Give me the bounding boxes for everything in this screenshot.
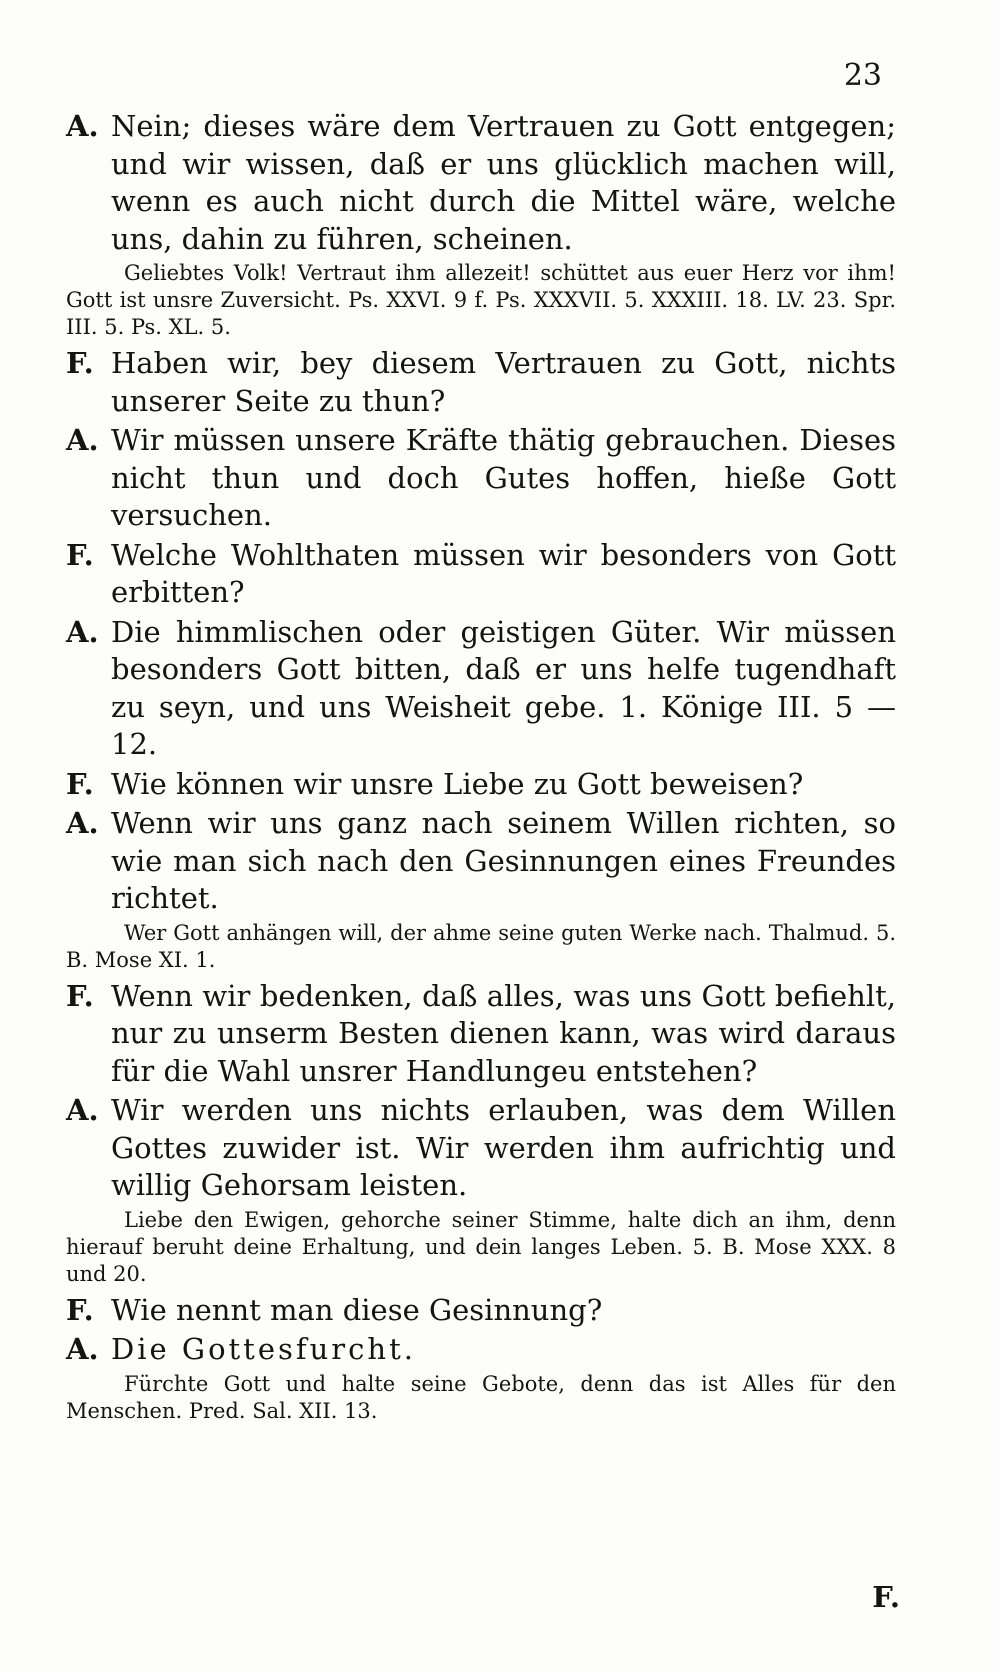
question-block xyxy=(66,537,896,612)
answer-label: A. xyxy=(66,614,99,649)
answer-text: Nein; dieses wäre dem Vertrauen zu Gott entgegen; und wir wissen, daß er uns glücklich machen will, wenn es auch nicht durch die Mittel wäre, welche uns, dahin zu führen, scheinen. xyxy=(111,109,896,256)
question-label: F. xyxy=(66,766,94,801)
question-text: Wie nennt man diese Gesinnung? xyxy=(111,1292,603,1327)
question-text: Wie können wir unsre Liebe zu Gott beweisen? xyxy=(111,766,804,801)
question-block xyxy=(66,1292,896,1330)
answer-text: Wir müssen unsere Kräfte thätig gebrauchen. Dieses nicht thun und doch Gutes hoffen, hieße Gott versuchen. xyxy=(111,423,896,532)
answer-label: A. xyxy=(66,423,99,457)
answer-block xyxy=(66,1092,896,1205)
question-block xyxy=(66,978,896,1091)
answer-block xyxy=(66,614,896,764)
answer-text: Die Gottesfurcht. xyxy=(111,1332,416,1366)
question-text: Welche Wohlthaten müssen wir besonders von Gott erbitten? xyxy=(111,537,896,609)
answer-label: A. xyxy=(66,1093,99,1127)
scripture-note: Fürchte Gott und halte seine Gebote, denn das ist Alles für den Menschen. Pred. Sal. XII. 13. xyxy=(66,1371,896,1423)
question-label: F. xyxy=(66,537,94,572)
answer-block xyxy=(66,1331,896,1369)
answer-label: A. xyxy=(66,1332,99,1366)
question-block xyxy=(66,345,896,420)
question-label: F. xyxy=(66,978,94,1013)
question-block xyxy=(66,766,896,804)
answer-text: Wenn wir uns ganz nach seinem Willen richten, so wie man sich nach den Gesinnungen eines Freundes richtet. xyxy=(111,806,896,915)
answer-block xyxy=(66,422,896,535)
question-label: F. xyxy=(66,346,94,380)
page-content xyxy=(66,108,896,1429)
answer-text: Wir werden uns nichts erlauben, was dem Willen Gottes zuwider ist. Wir werden ihm aufrichtig und willig Gehorsam leisten. xyxy=(111,1093,896,1202)
scripture-note: Geliebtes Volk! Vertraut ihm allezeit! schüttet aus euer Herz vor ihm! Gott ist unsre Zuversicht. Ps. XXVI. 9 f. Ps. XXXVII. 5. XXXIII. 18. LV. 23. Spr. III. 5. Ps. XL. 5. xyxy=(66,261,896,339)
answer-text: Die himmlischen oder geistigen Güter. Wir müssen besonders Gott bitten, daß er uns helfe tugendhaft zu seyn, und uns Weisheit gebe. 1. Könige III. 5 — 12. xyxy=(111,614,896,761)
answer-label: A. xyxy=(66,109,99,143)
question-text: Haben wir, bey diesem Vertrauen zu Gott, nichts unserer Seite zu thun? xyxy=(111,346,896,418)
answer-block xyxy=(66,805,896,918)
question-label: F. xyxy=(66,1292,94,1327)
answer-label: A. xyxy=(66,806,99,840)
scripture-note: Liebe den Ewigen, gehorche seiner Stimme, halte dich an ihm, denn hierauf beruht deine Erhaltung, und dein langes Leben. 5. B. Mose XXX. 8 und 20. xyxy=(66,1207,896,1286)
scripture-note: Wer Gott anhängen will, der ahme seine guten Werke nach. Thalmud. 5. B. Mose XI. 1. xyxy=(66,920,896,972)
catchword: F. xyxy=(872,1580,900,1614)
question-text: Wenn wir bedenken, daß alles, was uns Gott befiehlt, nur zu unserm Besten dienen kann, was wird daraus für die Wahl unsrer Handlungeu entstehen? xyxy=(111,978,896,1088)
answer-block xyxy=(66,108,896,258)
page-number: 23 xyxy=(843,58,882,93)
